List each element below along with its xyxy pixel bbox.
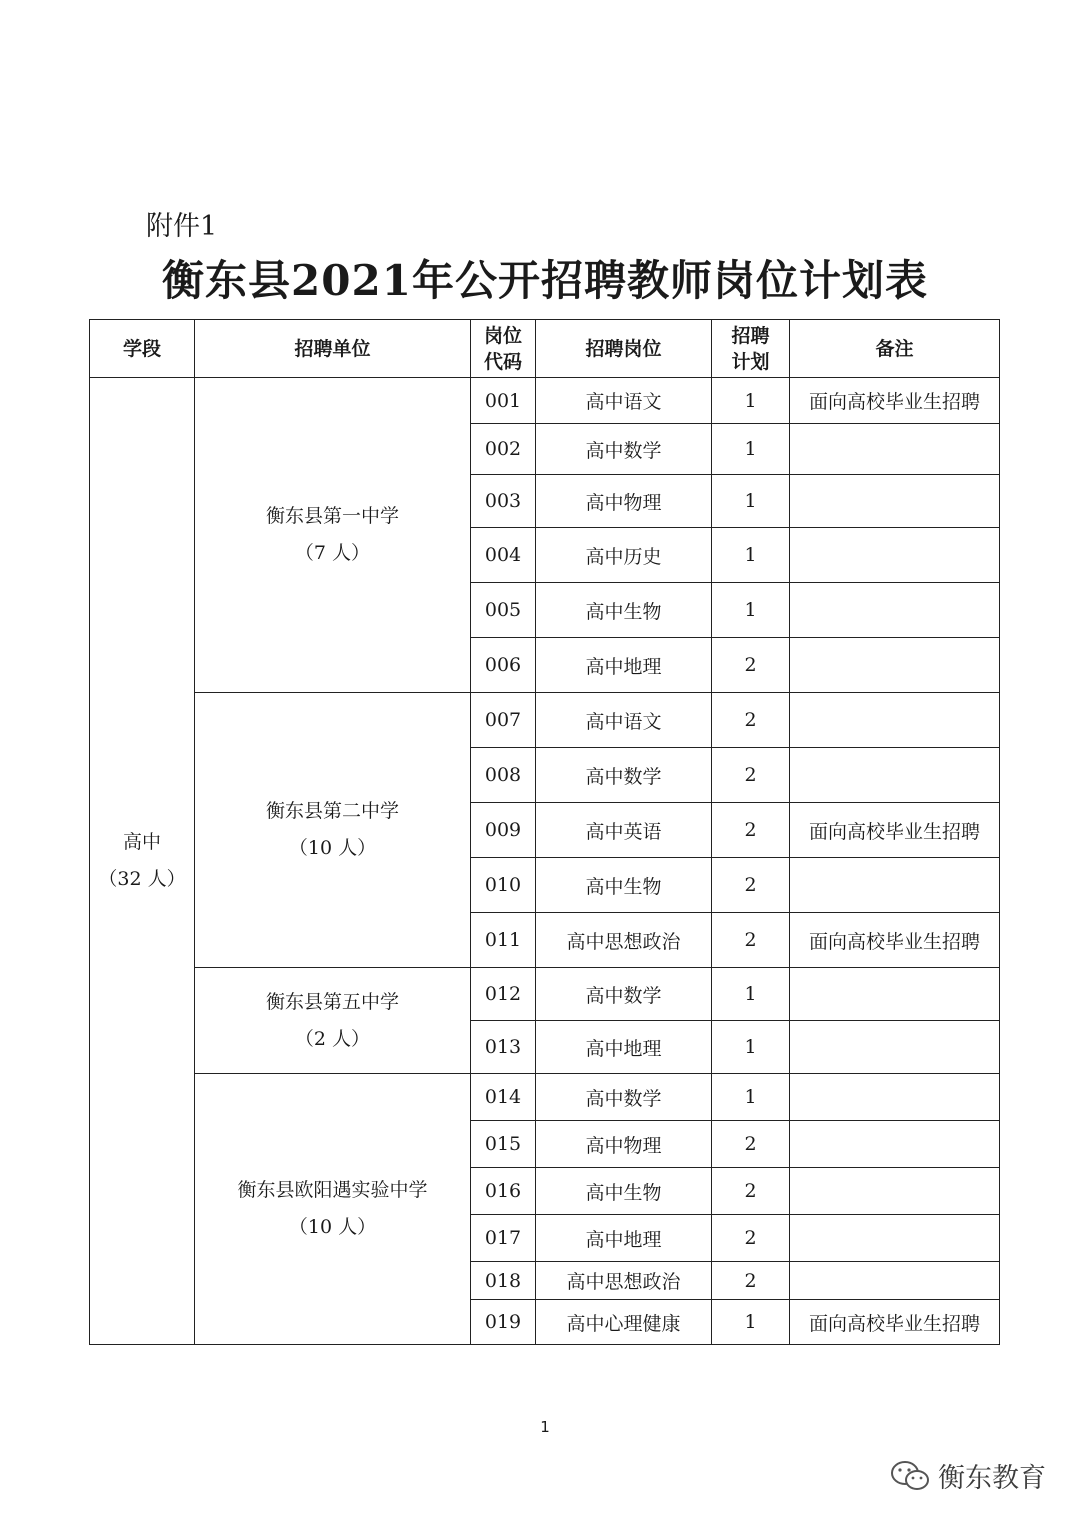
unit-cell — [195, 968, 471, 1074]
position-cell: 高中物理 — [536, 1121, 712, 1168]
position-cell: 高中语文 — [536, 693, 712, 748]
plan-cell: 2 — [712, 803, 790, 858]
table-row — [90, 693, 1000, 748]
position-cell: 高中地理 — [536, 1215, 712, 1262]
code-cell: 013 — [471, 1021, 536, 1074]
plan-cell: 2 — [712, 858, 790, 913]
note-cell — [790, 528, 1000, 583]
header-plan-line1: 招聘 — [731, 324, 770, 347]
code-cell: 018 — [471, 1262, 536, 1300]
code-cell: 006 — [471, 638, 536, 693]
position-cell: 高中数学 — [536, 1074, 712, 1121]
note-cell — [790, 1215, 1000, 1262]
code-cell: 016 — [471, 1168, 536, 1215]
attachment-label: 附件1 — [146, 211, 218, 242]
plan-cell: 1 — [712, 583, 790, 638]
note-cell — [790, 1021, 1000, 1074]
position-cell: 高中生物 — [536, 583, 712, 638]
header-note: 备注 — [790, 320, 1000, 378]
position-cell: 高中生物 — [536, 858, 712, 913]
position-cell: 高中思想政治 — [536, 913, 712, 968]
header-unit: 招聘单位 — [195, 320, 471, 378]
position-cell: 高中数学 — [536, 424, 712, 475]
document-title: 衡东县2021年公开招聘教师岗位计划表 — [162, 256, 928, 305]
position-cell: 高中语文 — [536, 378, 712, 424]
plan-cell: 1 — [712, 1074, 790, 1121]
header-code — [471, 320, 536, 378]
stage-cell — [90, 378, 195, 1345]
plan-cell: 1 — [712, 378, 790, 424]
stage-name: 高中 — [122, 831, 161, 853]
note-cell — [790, 748, 1000, 803]
plan-cell: 1 — [712, 968, 790, 1021]
position-cell: 高中物理 — [536, 475, 712, 528]
note-cell — [790, 1168, 1000, 1215]
unit-name: 衡东县欧阳遇实验中学 — [237, 1179, 428, 1201]
note-cell — [790, 968, 1000, 1021]
position-cell: 高中心理健康 — [536, 1300, 712, 1345]
code-cell: 008 — [471, 748, 536, 803]
plan-cell: 1 — [712, 1021, 790, 1074]
page-number: 1 — [540, 1418, 550, 1436]
code-cell: 005 — [471, 583, 536, 638]
plan-cell: 1 — [712, 528, 790, 583]
unit-count: （7 人） — [294, 542, 371, 564]
unit-count: （10 人） — [288, 1216, 377, 1238]
plan-cell: 1 — [712, 1300, 790, 1345]
position-cell: 高中生物 — [536, 1168, 712, 1215]
note-cell — [790, 424, 1000, 475]
plan-cell: 1 — [712, 475, 790, 528]
header-code-line2: 代码 — [483, 350, 522, 373]
note-cell — [790, 1074, 1000, 1121]
plan-cell: 2 — [712, 693, 790, 748]
code-cell: 007 — [471, 693, 536, 748]
plan-cell: 2 — [712, 748, 790, 803]
unit-count: （10 人） — [288, 837, 377, 859]
recruitment-plan-table — [89, 319, 1000, 1345]
code-cell: 015 — [471, 1121, 536, 1168]
code-cell: 012 — [471, 968, 536, 1021]
code-cell: 001 — [471, 378, 536, 424]
code-cell: 002 — [471, 424, 536, 475]
unit-cell — [195, 378, 471, 693]
position-cell: 高中数学 — [536, 968, 712, 1021]
note-cell — [790, 693, 1000, 748]
note-cell — [790, 638, 1000, 693]
unit-name: 衡东县第二中学 — [265, 800, 399, 822]
code-cell: 009 — [471, 803, 536, 858]
note-cell — [790, 858, 1000, 913]
position-cell: 高中地理 — [536, 638, 712, 693]
plan-cell: 2 — [712, 1262, 790, 1300]
position-cell: 高中历史 — [536, 528, 712, 583]
code-cell: 004 — [471, 528, 536, 583]
stage-count: （32 人） — [98, 868, 186, 890]
table-row — [90, 1074, 1000, 1121]
code-cell: 019 — [471, 1300, 536, 1345]
code-cell: 014 — [471, 1074, 536, 1121]
plan-cell: 1 — [712, 424, 790, 475]
unit-cell — [195, 693, 471, 968]
position-cell: 高中数学 — [536, 748, 712, 803]
plan-cell: 2 — [712, 638, 790, 693]
note-cell: 面向高校毕业生招聘 — [790, 378, 1000, 424]
code-cell: 011 — [471, 913, 536, 968]
plan-cell: 2 — [712, 913, 790, 968]
unit-name: 衡东县第一中学 — [265, 505, 399, 527]
watermark-text: 衡东教育 — [938, 1463, 1046, 1494]
watermark — [890, 1456, 1046, 1495]
table-row — [90, 968, 1000, 1021]
header-plan-line2: 计划 — [731, 350, 770, 373]
note-cell — [790, 475, 1000, 528]
note-cell — [790, 583, 1000, 638]
note-cell — [790, 1262, 1000, 1300]
code-cell: 003 — [471, 475, 536, 528]
code-cell: 017 — [471, 1215, 536, 1262]
plan-cell: 2 — [712, 1215, 790, 1262]
position-cell: 高中地理 — [536, 1021, 712, 1074]
header-plan — [712, 320, 790, 378]
wechat-icon — [890, 1459, 930, 1493]
table-header-row — [90, 320, 1000, 378]
position-cell: 高中英语 — [536, 803, 712, 858]
unit-count: （2 人） — [294, 1027, 371, 1050]
note-cell: 面向高校毕业生招聘 — [790, 803, 1000, 858]
plan-cell: 2 — [712, 1121, 790, 1168]
table-row — [90, 378, 1000, 424]
note-cell: 面向高校毕业生招聘 — [790, 1300, 1000, 1345]
note-cell — [790, 1121, 1000, 1168]
unit-name: 衡东县第五中学 — [265, 990, 399, 1013]
unit-cell — [195, 1074, 471, 1345]
header-stage: 学段 — [90, 320, 195, 378]
header-position: 招聘岗位 — [536, 320, 712, 378]
plan-cell: 2 — [712, 1168, 790, 1215]
position-cell: 高中思想政治 — [536, 1262, 712, 1300]
header-code-line1: 岗位 — [483, 324, 522, 347]
note-cell: 面向高校毕业生招聘 — [790, 913, 1000, 968]
code-cell: 010 — [471, 858, 536, 913]
